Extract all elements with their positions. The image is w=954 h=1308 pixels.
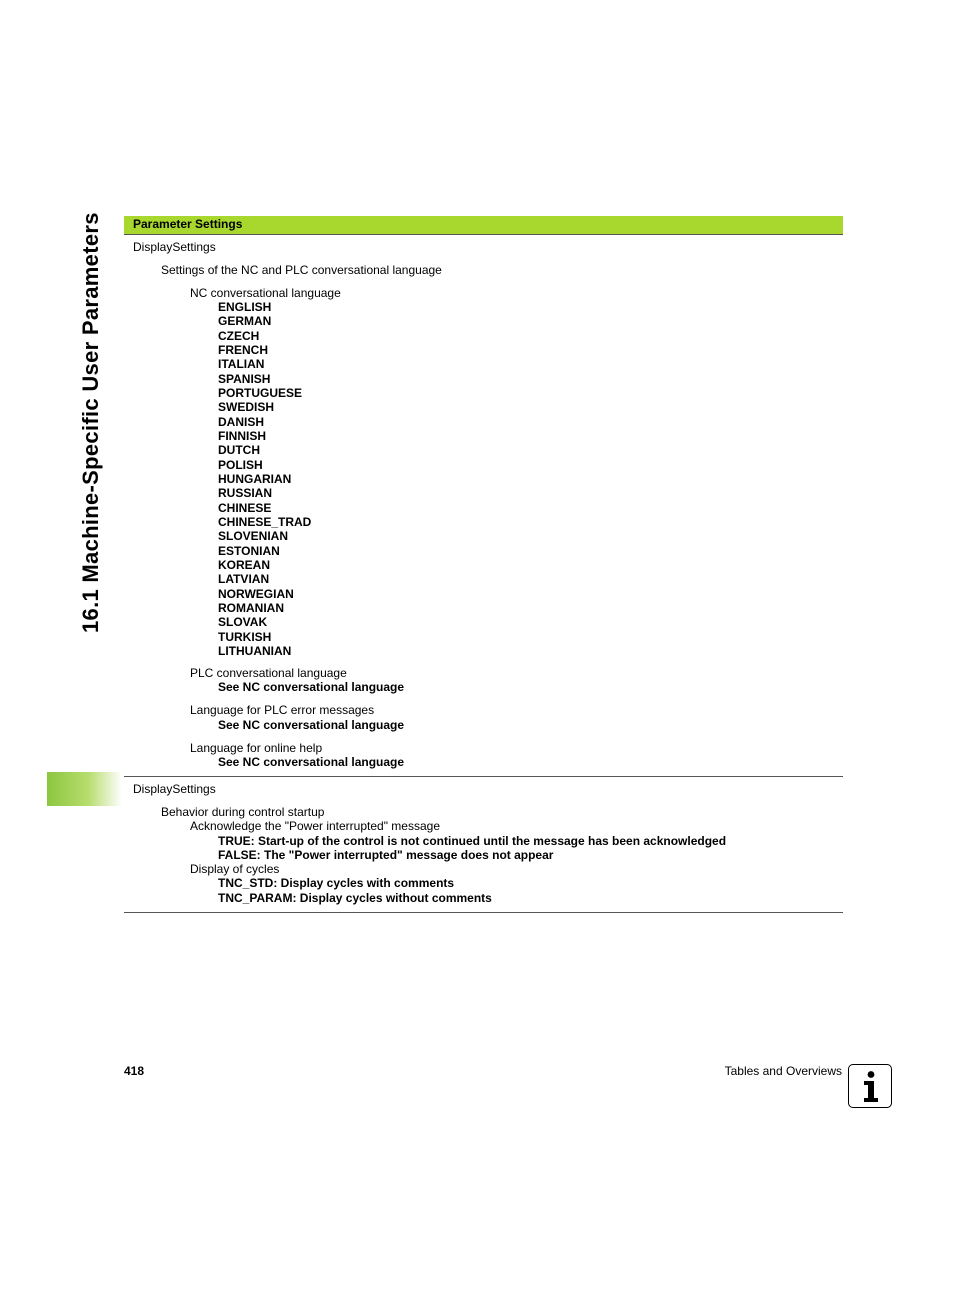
table-header: [124, 216, 843, 235]
language-item: ITALIAN: [218, 357, 265, 372]
section2-subgroup: Behavior during control startup: [161, 805, 325, 819]
language-item: SPANISH: [218, 371, 271, 386]
language-item: FINNISH: [218, 428, 266, 443]
language-item: NORWEGIAN: [218, 586, 294, 601]
language-item: HUNGARIAN: [218, 471, 292, 486]
plc-language-value: See NC conversational language: [218, 680, 405, 694]
language-item: RUSSIAN: [218, 486, 273, 501]
language-item: LITHUANIAN: [218, 643, 292, 658]
language-item: ROMANIAN: [218, 600, 284, 615]
language-list: [218, 300, 311, 658]
language-item: CHINESE: [218, 500, 272, 515]
ack-power-false: FALSE: The "Power interrupted" message does not appear: [218, 848, 554, 862]
language-item: DUTCH: [218, 443, 260, 458]
language-item: KOREAN: [218, 557, 271, 572]
language-item: SLOVAK: [218, 615, 268, 630]
chapter-side-title: 16.1 Machine-Specific User Parameters: [78, 212, 103, 633]
section1-subgroup: Settings of the NC and PLC conversational language: [161, 263, 442, 277]
language-item: PORTUGUESE: [218, 385, 303, 400]
section1-group: DisplaySettings: [133, 240, 216, 254]
table-bottom-rule: [124, 912, 843, 913]
page-number: 418: [124, 1064, 145, 1078]
nc-language-label: NC conversational language: [190, 286, 341, 300]
language-item: DANISH: [218, 414, 265, 429]
language-item: CHINESE_TRAD: [218, 514, 312, 529]
language-item: LATVIAN: [218, 572, 270, 587]
language-item: TURKISH: [218, 629, 272, 644]
info-glyph: [849, 1065, 893, 1109]
info-icon: [848, 1064, 892, 1108]
ack-power-true: TRUE: Start-up of the control is not continued until the message has been acknowledged: [218, 834, 727, 848]
footer-chapter-title: Tables and Overviews: [724, 1064, 842, 1078]
help-language-label: Language for online help: [190, 741, 323, 755]
section2-group: DisplaySettings: [133, 782, 216, 796]
language-item: GERMAN: [218, 314, 272, 329]
plc-error-language-value: See NC conversational language: [218, 718, 405, 732]
language-item: ESTONIAN: [218, 543, 280, 558]
language-item: ENGLISH: [218, 300, 272, 314]
language-item: SLOVENIAN: [218, 529, 289, 544]
plc-error-language-label: Language for PLC error messages: [190, 703, 375, 717]
ack-power-label: Acknowledge the "Power interrupted" message: [190, 819, 440, 833]
cycles-display-std: TNC_STD: Display cycles with comments: [218, 876, 455, 890]
language-item: SWEDISH: [218, 400, 275, 415]
plc-language-label: PLC conversational language: [190, 666, 347, 680]
language-item: POLISH: [218, 457, 263, 472]
language-item: CZECH: [218, 328, 260, 343]
help-language-value: See NC conversational language: [218, 755, 405, 769]
table-header-label: Parameter Settings: [133, 217, 243, 231]
section-divider: [124, 776, 843, 777]
cycles-display-param: TNC_PARAM: Display cycles without comments: [218, 891, 492, 905]
chapter-tab-marker: [47, 772, 122, 806]
cycles-display-label: Display of cycles: [190, 862, 280, 876]
language-item: FRENCH: [218, 342, 268, 357]
